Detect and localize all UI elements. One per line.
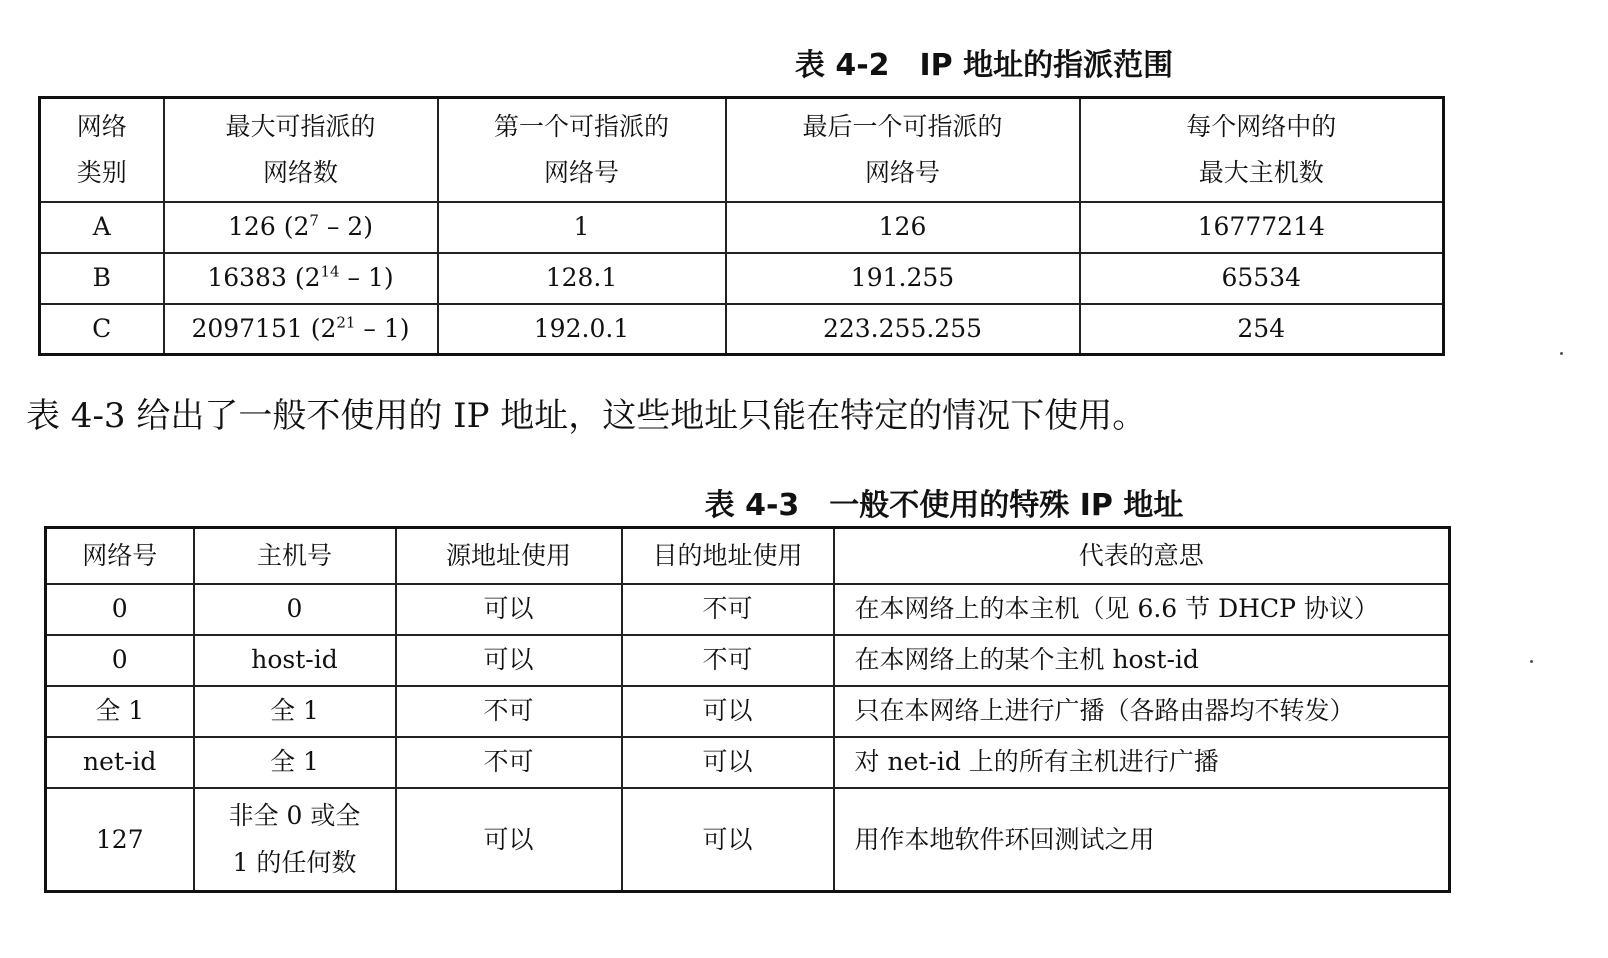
table-row	[40, 253, 1444, 304]
cell-source-use: 不可	[396, 737, 622, 788]
header-source-use: 源地址使用	[396, 528, 622, 584]
cell-meaning: 在本网络上的本主机（见 6.6 节 DHCP 协议）	[834, 584, 1450, 635]
scan-speck	[1560, 352, 1563, 355]
cell-source-use: 可以	[396, 584, 622, 635]
cell-meaning: 用作本地软件环回测试之用	[834, 788, 1450, 892]
header-destination-use: 目的地址使用	[622, 528, 834, 584]
cell-network-id: 127	[46, 788, 194, 892]
cell-class: B	[40, 253, 164, 304]
header-network-class: 网络 类别	[40, 98, 164, 202]
table-row	[46, 686, 1450, 737]
cell-host-id: 非全 0 或全 1 的任何数	[194, 788, 396, 892]
table-row	[46, 635, 1450, 686]
table-row	[46, 584, 1450, 635]
cell-destination-use: 不可	[622, 635, 834, 686]
header-meaning: 代表的意思	[834, 528, 1450, 584]
cell-max-hosts: 16777214	[1080, 202, 1444, 253]
body-paragraph: 表 4-3 给出了一般不使用的 IP 地址，这些地址只能在特定的情况下使用。	[26, 396, 1147, 436]
header-last-network: 最后一个可指派的 网络号	[726, 98, 1080, 202]
header-first-network: 第一个可指派的 网络号	[438, 98, 726, 202]
table-row	[46, 737, 1450, 788]
cell-last-network: 126	[726, 202, 1080, 253]
cell-network-id: 0	[46, 635, 194, 686]
cell-destination-use: 可以	[622, 686, 834, 737]
cell-max-networks: 2097151 $(2^{21} - 1)$	[164, 304, 438, 355]
cell-class: A	[40, 202, 164, 253]
cell-destination-use: 可以	[622, 788, 834, 892]
table-header-row	[46, 528, 1450, 584]
cell-network-id: net-id	[46, 737, 194, 788]
cell-host-id: 全 1	[194, 737, 396, 788]
scan-speck	[1530, 660, 1533, 663]
cell-meaning: 只在本网络上进行广播（各路由器均不转发）	[834, 686, 1450, 737]
cell-max-networks: 16383 $(2^{14} - 1)$	[164, 253, 438, 304]
cell-network-id: 0	[46, 584, 194, 635]
ip-address-range-table	[38, 96, 1445, 356]
cell-source-use: 不可	[396, 686, 622, 737]
table-row	[40, 304, 1444, 355]
cell-source-use: 可以	[396, 635, 622, 686]
cell-destination-use: 可以	[622, 737, 834, 788]
table-4-3-caption: 表 4-3 一般不使用的特殊 IP 地址	[704, 488, 1184, 523]
cell-first-network: 128.1	[438, 253, 726, 304]
table-4-2-caption: 表 4-2 IP 地址的指派范围	[794, 48, 1174, 83]
cell-host-id: host-id	[194, 635, 396, 686]
table-row	[46, 788, 1450, 892]
header-max-hosts: 每个网络中的 最大主机数	[1080, 98, 1444, 202]
cell-network-id: 全 1	[46, 686, 194, 737]
cell-host-id: 0	[194, 584, 396, 635]
cell-destination-use: 不可	[622, 584, 834, 635]
cell-class: C	[40, 304, 164, 355]
cell-max-hosts: 65534	[1080, 253, 1444, 304]
cell-max-hosts: 254	[1080, 304, 1444, 355]
cell-last-network: 191.255	[726, 253, 1080, 304]
header-max-networks: 最大可指派的 网络数	[164, 98, 438, 202]
table-header-row	[40, 98, 1444, 202]
special-ip-address-table	[44, 526, 1451, 893]
cell-last-network: 223.255.255	[726, 304, 1080, 355]
table-row	[40, 202, 1444, 253]
cell-first-network: 192.0.1	[438, 304, 726, 355]
header-host-id: 主机号	[194, 528, 396, 584]
cell-max-networks: 126 $(2^7 - 2)$	[164, 202, 438, 253]
cell-first-network: 1	[438, 202, 726, 253]
cell-meaning: 在本网络上的某个主机 host-id	[834, 635, 1450, 686]
cell-source-use: 可以	[396, 788, 622, 892]
header-network-id: 网络号	[46, 528, 194, 584]
cell-host-id: 全 1	[194, 686, 396, 737]
cell-meaning: 对 net-id 上的所有主机进行广播	[834, 737, 1450, 788]
